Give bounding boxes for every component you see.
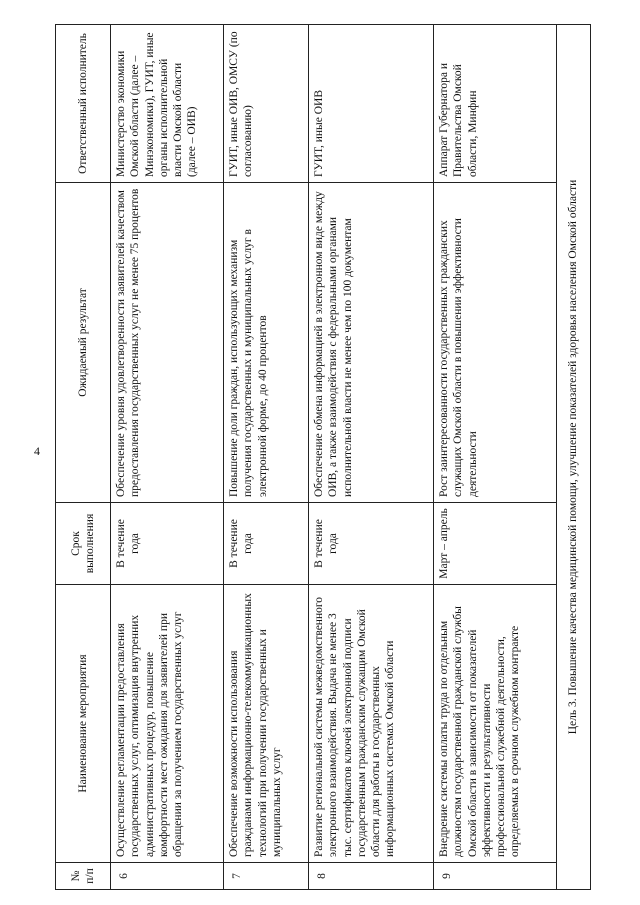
- table-header-row: [56, 25, 111, 890]
- row-result: Обеспечение обмена информацией в электронном виде между ОИВ, а также взаимодействия с федеральными органами исполнительной власти не менее чем по 100 документам: [309, 183, 434, 503]
- row-term: В течение года: [111, 503, 224, 585]
- row-executor: ГУИТ, иные ОИВ: [309, 25, 434, 183]
- header-term: Срок выполнения: [56, 503, 111, 585]
- row-num: 7: [224, 863, 309, 890]
- table-row: [111, 25, 224, 890]
- table-row: [224, 25, 309, 890]
- row-executor: ГУИТ, иные ОИВ, ОМСУ (по согласованию): [224, 25, 309, 183]
- row-num: 9: [434, 863, 557, 890]
- header-result: Ожидаемый результат: [56, 183, 111, 503]
- row-result: Повышение доли граждан, использующих механизм получения государственных и муниципальных услуг в электронной форме, до 40 процентов: [224, 183, 309, 503]
- row-result: Обеспечение уровня удовлетворенности заявителей качеством предоставления государственных услуг не менее 75 процентов: [111, 183, 224, 503]
- row-name: Обеспечение возможности использования гражданами информационно-телекоммуникационных технологий при получении государственных и муниципальных услуг: [224, 585, 309, 863]
- row-name: Внедрение системы оплаты труда по отдельным должностям государственной гражданской службы Омской области в зависимости от показателей эффективности и результативности профессиональной служебной деятельности, определяемых в срочном служебном контракте: [434, 585, 557, 863]
- goal-text: Цель 3. Повышение качества медицинской помощи, улучшение показателей здоровья населения Омской области: [557, 25, 591, 890]
- table-row: [309, 25, 434, 890]
- row-term: Март – апрель: [434, 503, 557, 585]
- row-name: Осуществление регламентации предоставления государственных услуг, оптимизация внутренних административных процедур, повышение комфортности мест ожидания для заявителей при обращении за получением государственных услуг: [111, 585, 224, 863]
- row-name: Развитие региональной системы межведомственного электронного взаимодействия. Выдача не менее 3 тыс. сертификатов ключей электронной подписи государственным гражданским служащим Омской области для работы в государственных информационных системах Омской области: [309, 585, 434, 863]
- page-number: 4: [34, 444, 40, 458]
- header-num: № п/п: [56, 863, 111, 890]
- row-term: В течение года: [309, 503, 434, 585]
- measures-table: [55, 24, 591, 890]
- row-term: В течение года: [224, 503, 309, 585]
- row-num: 6: [111, 863, 224, 890]
- table-row: [434, 25, 557, 890]
- row-executor: Министерство экономики Омской области (далее – Минэкономики), ГУИТ, иные органы исполнительной власти Омской области (далее – ОИВ): [111, 25, 224, 183]
- header-executor: Ответственный исполнитель: [56, 25, 111, 183]
- header-name: Наименование мероприятия: [56, 585, 111, 863]
- row-executor: Аппарат Губернатора и Правительства Омской области, Минфин: [434, 25, 557, 183]
- goal-row: [557, 25, 591, 890]
- row-num: 8: [309, 863, 434, 890]
- row-result: Рост заинтересованности государственных гражданских служащих Омской области в повышении эффективности деятельности: [434, 183, 557, 503]
